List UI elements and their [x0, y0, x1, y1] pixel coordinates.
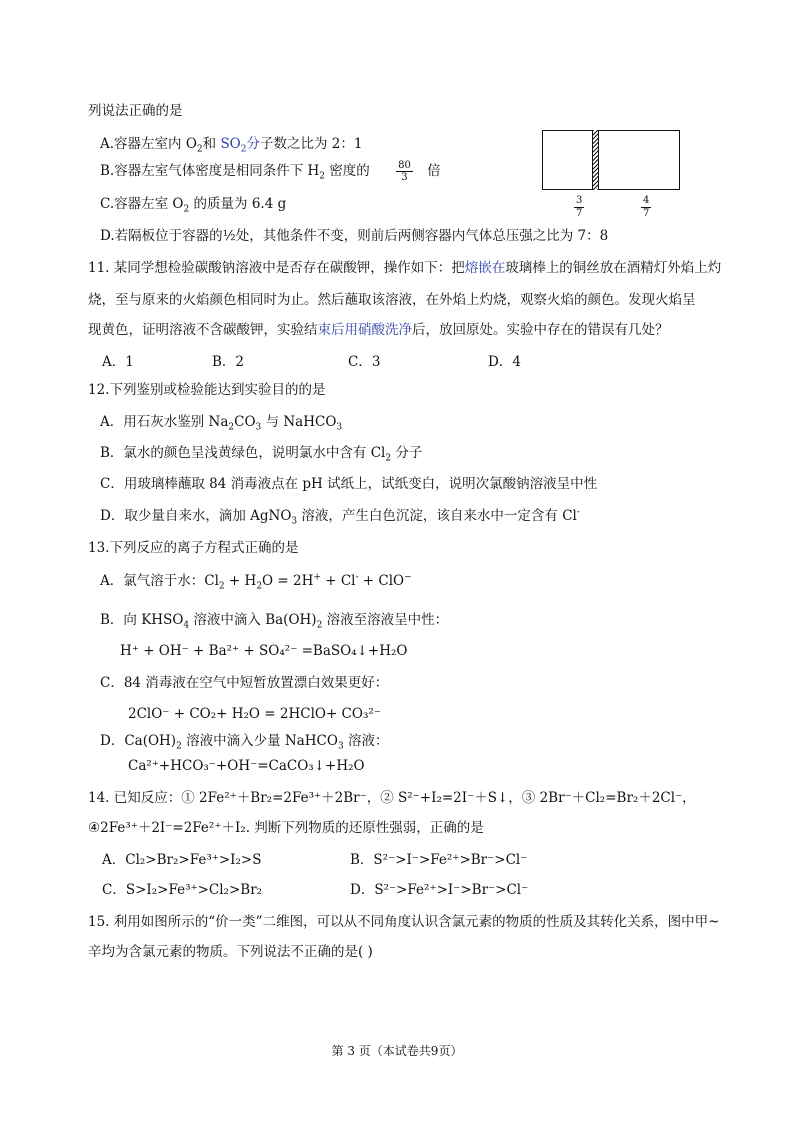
q10-option-c: C.容器左室 $O_2$ 的质量为 6.4 g [100, 196, 287, 215]
q11-line-2: 烧，至与原来的火焰颜色相同时为止。然后蘸取该溶液，在外焰上灼烧，观察火焰的颜色。发现火焰呈 [88, 292, 696, 308]
q12-option-a: A．用石灰水鉴别 $Na_2CO_3$ 与 NaHCO$_3$ [100, 414, 343, 433]
q13-option-b: B．向 $KHSO_4$ 溶液中滴入 $Ba(OH)_2$ 溶液至溶液呈中性： [100, 612, 449, 631]
q14-option-c: C．S>I₂>Fe³⁺>Cl₂>Br₂ [102, 882, 263, 898]
q10-intro: 列说法正确的是 [88, 103, 183, 119]
q13-option-a: A．氯气溶于水：$Cl_2 + H_2O = 2H^+ + Cl^- + ClO^-$ [100, 572, 412, 592]
fraction-80-3: $\frac{80}{3}$ [398, 160, 411, 183]
q11-option-d: D．4 [488, 354, 521, 370]
left-ratio-label: 3 7 [576, 195, 583, 219]
q14-option-a: A．Cl₂>Br₂>Fe³⁺>I₂>S [102, 852, 262, 868]
q11-line-3: 现黄色，证明溶液不含碳酸钾，实验结束后用硝酸洗净后，放回原处。实验中存在的错误有几处？ [88, 322, 669, 338]
right-ratio-label: 4 7 [643, 195, 650, 219]
q12-option-d: D．取少量自来水，滴加 AgNO$_3$ 溶液，产生白色沉淀，该自来水中一定含有 Cl- [100, 507, 580, 527]
q13-option-d: D．$Ca(OH)_2$ 溶液中滴入少量 NaHCO$_3$ 溶液： [100, 733, 389, 752]
q11-option-a: A．1 [102, 354, 134, 370]
q13-option-b-equation: H⁺ + OH⁻ + Ba²⁺ + SO₄²⁻ =BaSO₄↓+H₂O [120, 643, 408, 659]
q11-option-c: C．3 [348, 354, 381, 370]
q15-line-1: 15. 利用如图所示的“价一类”二维图，可以从不同角度认识含氯元素的物质的性质及其转化关系，图中甲~ [88, 914, 720, 930]
q13-option-d-equation: Ca²⁺+HCO₃⁻+OH⁻=CaCO₃↓+H₂O [128, 758, 365, 774]
q11-line-1: 11. 某同学想检验碳酸钠溶液中是否存在碳酸钾，操作如下：把熔嵌在玻璃棒上的铜丝放在酒精灯外焰上灼 [88, 260, 722, 276]
q14-option-b: B．S²⁻>I⁻>Fe²⁺>Br⁻>Cl⁻ [350, 852, 528, 868]
q15-line-2: 辛均为含氯元素的物质。下列说法不正确的是( ) [88, 944, 373, 960]
q13-option-c-equation: 2ClO⁻ + CO₂+ H₂O = 2HClO+ CO₃²⁻ [128, 706, 381, 722]
q10-option-b: B.容器左室气体密度是相同条件下 $H_2$ 密度的 $\frac{80}{3}$ 倍 [100, 160, 441, 183]
q11-option-b: B．2 [212, 354, 245, 370]
q14-stem-line-1: 14. 已知反应：① 2Fe²⁺＋Br₂=2Fe³⁺＋2Br⁻，② S²⁻+I₂=2I⁻＋S↓，③ 2Br⁻＋Cl₂=Br₂＋2Cl⁻， [88, 790, 696, 806]
page-footer: 第 3 页（本试卷共9页） [331, 1044, 463, 1058]
partition-board [592, 130, 599, 190]
q12-stem: 12.下列鉴别或检验能达到实验目的的是 [88, 382, 326, 398]
q14-stem-line-2: ④2Fe³⁺＋2I⁻=2Fe²⁺＋I₂. 判断下列物质的还原性强弱，正确的是 [88, 820, 484, 836]
q10-option-d: D.若隔板位于容器的½处，其他条件不变，则前后两侧容器内气体总压强之比为 7：8 [100, 228, 609, 244]
q13-stem: 13.下列反应的离子方程式正确的是 [88, 540, 299, 556]
container-diagram [542, 130, 680, 190]
q12-option-b: B．氯水的颜色呈浅黄绿色，说明氯水中含有 $Cl_2$ 分子 [100, 445, 423, 464]
q10-option-a: A.容器左室内 $O_2$和 $SO_2$分子数之比为 2：1 [100, 136, 363, 155]
q13-option-c: C．84 消毒液在空气中短暂放置漂白效果更好： [100, 675, 389, 691]
q12-option-c: C．用玻璃棒蘸取 84 消毒液点在 pH 试纸上，试纸变白，说明次氯酸钠溶液呈中性 [100, 476, 598, 492]
q14-option-d: D．S²⁻>Fe²⁺>I⁻>Br⁻>Cl⁻ [350, 882, 529, 898]
